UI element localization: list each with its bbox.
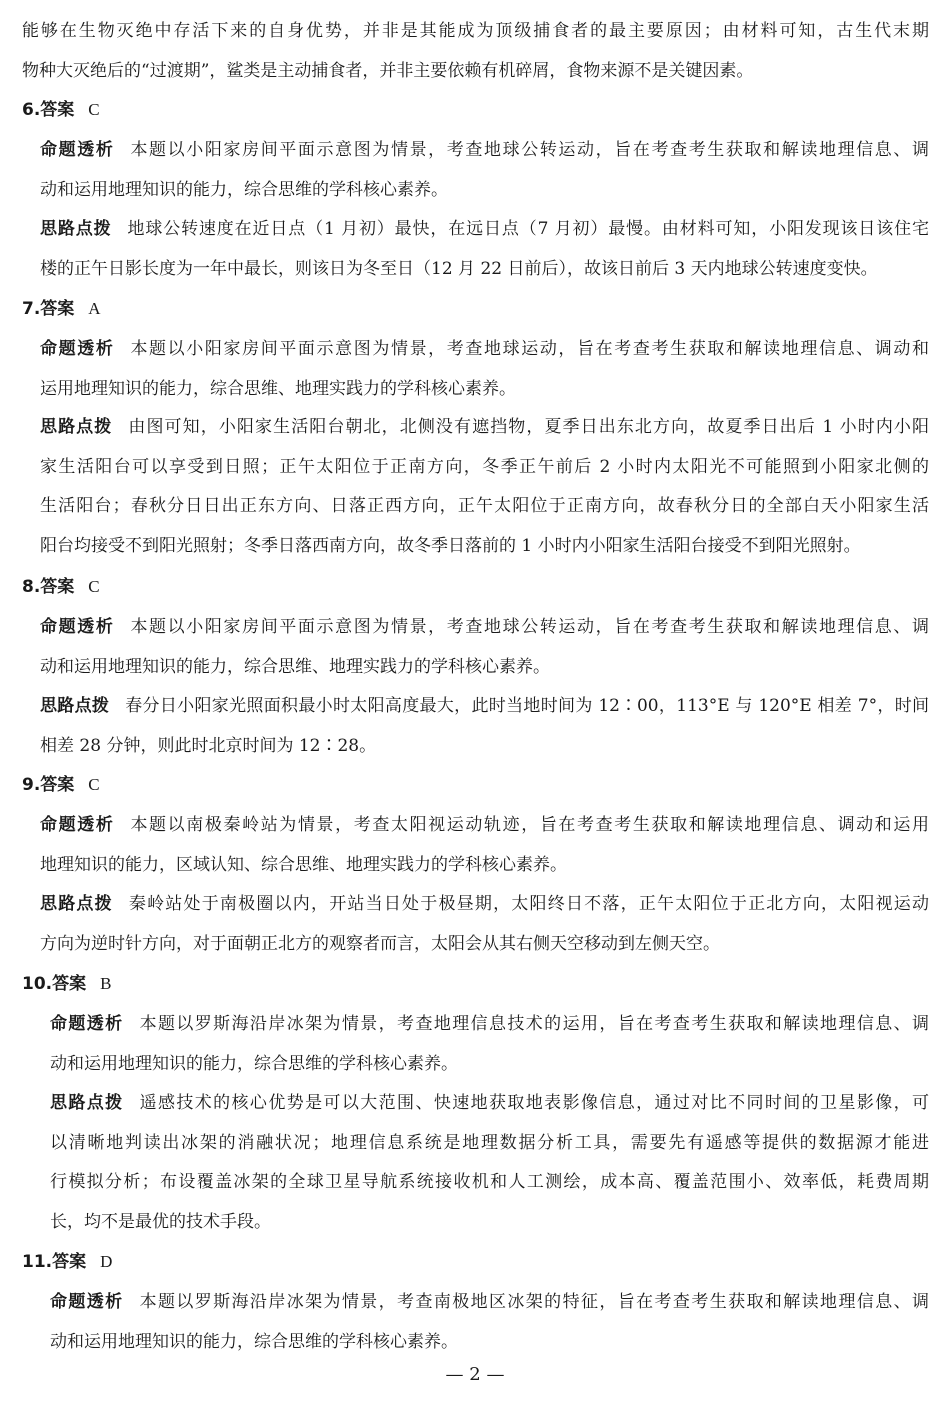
question-number: 10. (22, 974, 53, 994)
hint-q9 (40, 885, 929, 964)
answer-letter: D (100, 1252, 113, 1271)
answer-label: 答案 (40, 775, 75, 795)
text-line: 行模拟分析；布设覆盖冰架的全球卫星导航系统接收机和人工测绘，成本高、覆盖范围小、效率低，耗费周期 (50, 1172, 929, 1192)
question-number: 6. (22, 100, 41, 120)
analysis-q7 (40, 330, 929, 409)
hint-q6 (40, 210, 929, 289)
hint-q7 (40, 408, 929, 566)
analysis-label: 命题透析 (40, 140, 115, 160)
text-line: 动和运用地理知识的能力，综合思维的学科核心素养。 (50, 1331, 458, 1352)
answer-heading-q8 (22, 575, 100, 599)
text-line: 命题透析 本题以南极秦岭站为情景，考查太阳视运动轨迹，旨在考查考生获取和解读地理信息、调动和运用 (40, 815, 930, 835)
text-line: 方向为逆时针方向，对于面朝正北方的观察者而言，太阳会从其右侧天空移动到左侧天空。 (40, 933, 720, 954)
analysis-q9 (40, 806, 929, 885)
text-line: 动和运用地理知识的能力，综合思维的学科核心素养。 (50, 1053, 458, 1074)
answer-label: 答案 (40, 299, 75, 319)
text-line: 家生活阳台可以享受到日照；正午太阳位于正南方向，冬季正午前后 2 小时内太阳光不可能照到小阳家北侧的 (40, 456, 929, 477)
text-line: 能够在生物灭绝中存活下来的自身优势，并非是其能成为顶级捕食者的最主要原因；由材料可知，古生代末期 (22, 21, 929, 41)
answer-label: 答案 (52, 974, 87, 994)
hint-q10 (50, 1084, 929, 1242)
text-line: 动和运用地理知识的能力，综合思维、地理实践力的学科核心素养。 (40, 656, 550, 677)
answer-label: 答案 (52, 1252, 87, 1272)
answer-heading-q7 (22, 297, 101, 321)
answer-heading-q11 (22, 1250, 112, 1274)
hint-label: 思路点拨 (40, 696, 110, 716)
analysis-q6 (40, 131, 929, 210)
page-number: — 2 — (445, 1364, 505, 1385)
answer-letter: C (88, 775, 100, 794)
analysis-label: 命题透析 (50, 1014, 124, 1034)
text-line: 思路点拨 地球公转速度在近日点（1 月初）最快，在远日点（7 月初）最慢。由材料可知，小阳发现该日该住宅 (40, 219, 930, 239)
intro-paragraph (22, 12, 929, 91)
text-line: 楼的正午日影长度为一年中最长，则该日为冬至日（12 月 22 日前后），故该日前后 3 天内地球公转速度变快。 (40, 258, 878, 279)
hint-label: 思路点拨 (40, 219, 112, 239)
analysis-q11 (50, 1283, 929, 1362)
analysis-label: 命题透析 (40, 339, 115, 359)
text-line: 思路点拨 春分日小阳家光照面积最小时太阳高度最大，此时当地时间为 12∶00，113°E 与 120°E 相差 7°，时间 (40, 696, 930, 716)
text-line: 相差 28 分钟，则此时北京时间为 12∶28。 (40, 735, 377, 756)
answer-letter: B (100, 974, 112, 993)
analysis-label: 命题透析 (40, 617, 115, 637)
answer-letter: C (88, 577, 100, 596)
question-number: 7. (22, 299, 41, 319)
text-line: 阳台均接受不到阳光照射；冬季日落西南方向，故冬季日落前的 1 小时内小阳家生活阳台接受不到阳光照射。 (40, 535, 861, 556)
text-line: 命题透析 本题以小阳家房间平面示意图为情景，考查地球公转运动，旨在考查考生获取和解读地理信息、调 (40, 617, 930, 637)
text-line: 生活阳台；春秋分日日出正东方向、日落正西方向，正午太阳位于正南方向，故春秋分日的全部白天小阳家生活 (40, 496, 929, 516)
hint-q8 (40, 687, 929, 766)
text-line: 物种大灭绝后的“过渡期”，鲨类是主动捕食者，并非主要依赖有机碎屑，食物来源不是关键因素。 (22, 60, 754, 81)
text-line: 命题透析 本题以罗斯海沿岸冰架为情景，考查地理信息技术的运用，旨在考查考生获取和解读地理信息、调 (50, 1014, 930, 1034)
answer-letter: A (88, 299, 101, 318)
answer-heading-q9 (22, 773, 100, 797)
text-line: 地理知识的能力，区域认知、综合思维、地理实践力的学科核心素养。 (40, 854, 567, 875)
analysis-label: 命题透析 (50, 1292, 124, 1312)
answer-heading-q10 (22, 972, 111, 996)
text-line: 以清晰地判读出冰架的消融状况；地理信息系统是地理数据分析工具，需要先有遥感等提供的数据源才能进 (50, 1132, 929, 1153)
text-line: 命题透析 本题以小阳家房间平面示意图为情景，考查地球公转运动，旨在考查考生获取和解读地理信息、调 (40, 140, 930, 160)
hint-label: 思路点拨 (40, 894, 113, 914)
question-number: 9. (22, 775, 41, 795)
analysis-q10 (50, 1005, 929, 1084)
text-line: 思路点拨 由图可知，小阳家生活阳台朝北，北侧没有遮挡物，夏季日出东北方向，故夏季日出后 1 小时内小阳 (40, 417, 930, 437)
text-line: 命题透析 本题以小阳家房间平面示意图为情景，考查地球运动，旨在考查考生获取和解读地理信息、调动和 (40, 339, 930, 359)
text-line: 思路点拨 遥感技术的核心优势是可以大范围、快速地获取地表影像信息，通过对比不同时间的卫星影像，可 (50, 1093, 930, 1113)
text-line: 动和运用地理知识的能力，综合思维的学科核心素养。 (40, 179, 448, 200)
text-line: 命题透析 本题以罗斯海沿岸冰架为情景，考查南极地区冰架的特征，旨在考查考生获取和解读地理信息、调 (50, 1292, 930, 1312)
answer-label: 答案 (40, 577, 75, 597)
hint-label: 思路点拨 (50, 1093, 124, 1113)
hint-label: 思路点拨 (40, 417, 113, 437)
question-number: 11. (22, 1252, 53, 1272)
question-number: 8. (22, 577, 41, 597)
text-line: 长，均不是最优的技术手段。 (50, 1211, 271, 1232)
text-line: 运用地理知识的能力，综合思维、地理实践力的学科核心素养。 (40, 378, 516, 399)
analysis-q8 (40, 608, 929, 687)
answer-heading-q6 (22, 98, 100, 122)
analysis-label: 命题透析 (40, 815, 115, 835)
text-line: 思路点拨 秦岭站处于南极圈以内，开站当日处于极昼期，太阳终日不落，正午太阳位于正北方向，太阳视运动 (40, 894, 930, 914)
answer-letter: C (88, 100, 100, 119)
answer-label: 答案 (40, 100, 75, 120)
